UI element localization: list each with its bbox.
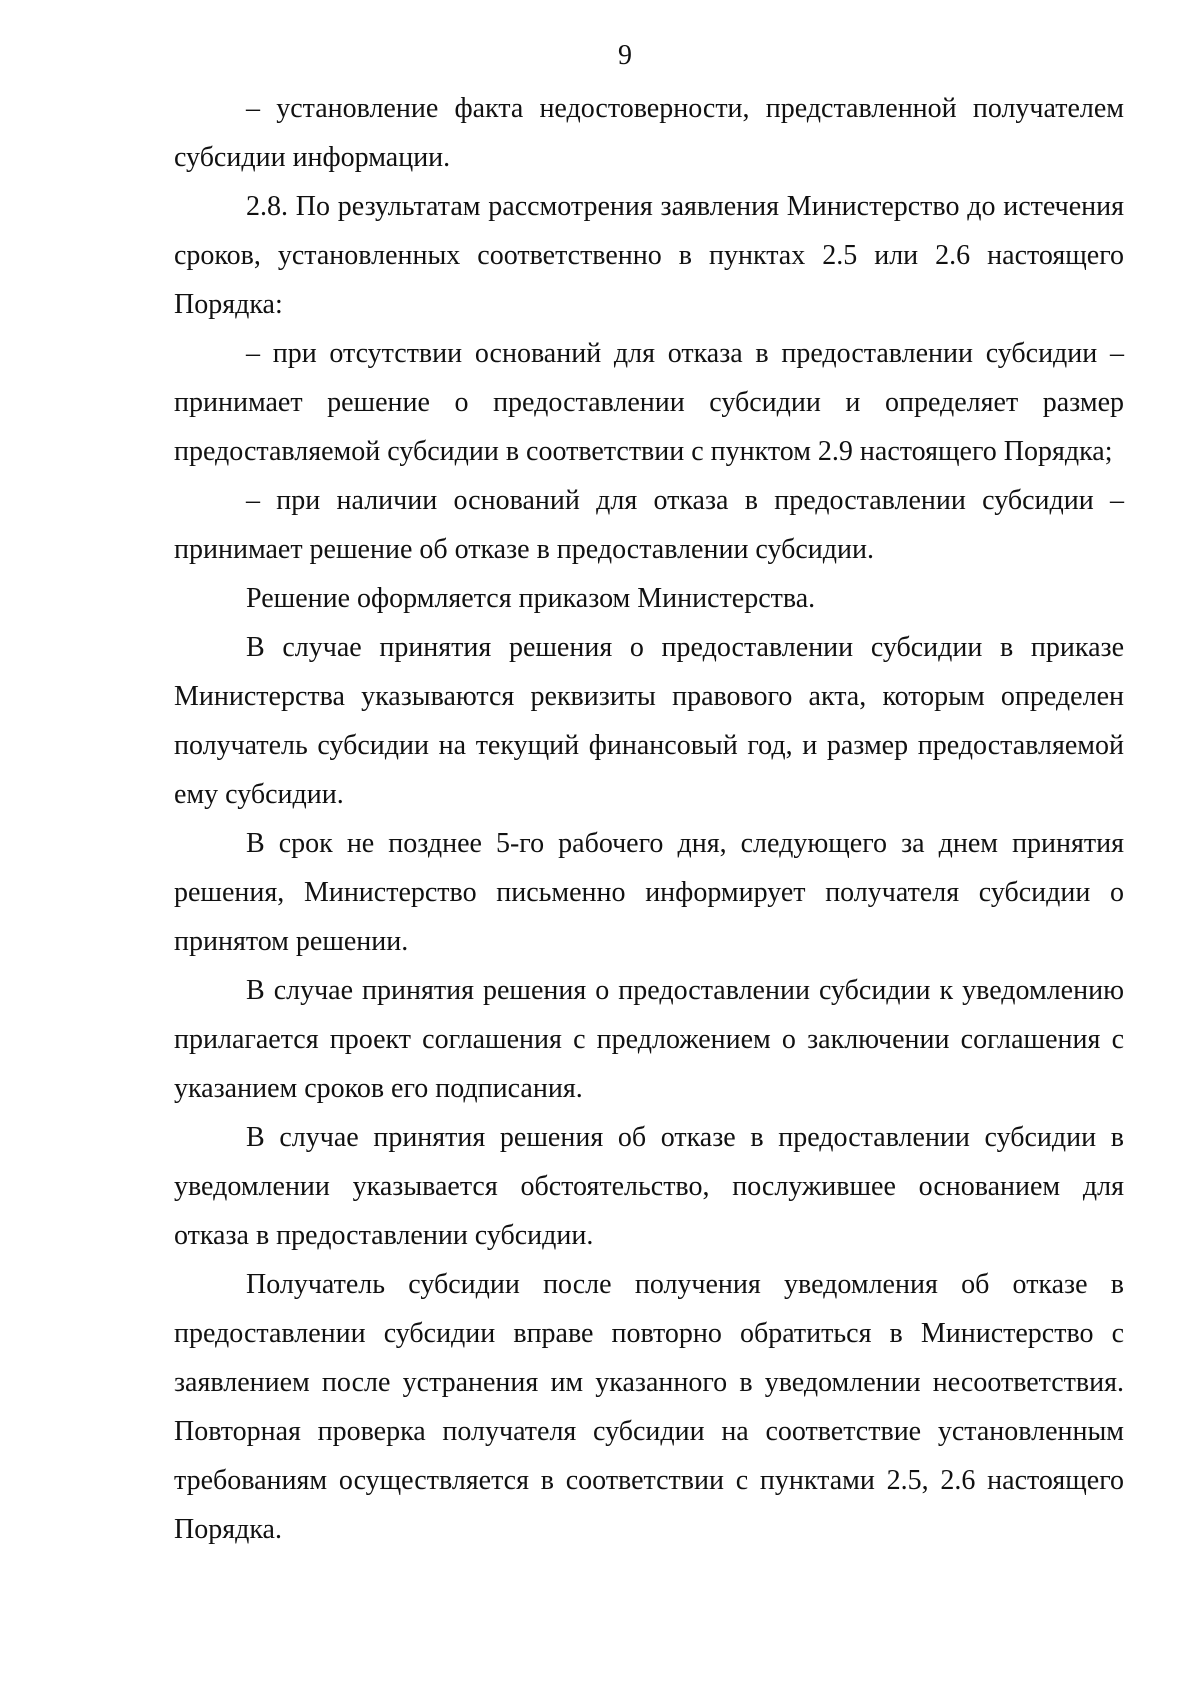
paragraph-agreement-draft: В случае принятия решения о предоставлении субсидии к уведомлению прилагается проект соглашения с предложением о заключении соглашения с указанием сроков его подписания. xyxy=(174,975,1124,1104)
paragraph-grounds-refusal: – при наличии оснований для отказа в предоставлении субсидии – принимает решение об отказе в предоставлении субсидии. xyxy=(174,485,1124,565)
paragraph-reapplication: Получатель субсидии после получения уведомления об отказе в предоставлении субсидии вправе повторно обратиться в Министерство с заявлением после устранения им указанного в уведомлении несоответствия. Повторная проверка получателя субсидии на соответствие установленным требованиям осуществляется в соответствии с пунктами 2.5, 2.6 настоящего Порядка. xyxy=(174,1269,1124,1545)
paragraph-unreliable-info: – установление факта недостоверности, представленной получателем субсидии информации. xyxy=(174,93,1124,173)
document-body xyxy=(174,84,1124,1554)
paragraph-notification-deadline: В срок не позднее 5-го рабочего дня, следующего за днем принятия решения, Министерство письменно информирует получателя субсидии о принятом решении. xyxy=(174,828,1124,957)
paragraph-order-details: В случае принятия решения о предоставлении субсидии в приказе Министерства указываются реквизиты правового акта, которым определен получатель субсидии на текущий финансовый год, и размер предоставляемой ему субсидии. xyxy=(174,632,1124,810)
paragraph-refusal-notice: В случае принятия решения об отказе в предоставлении субсидии в уведомлении указывается обстоятельство, послужившее основанием для отказа в предоставлении субсидии. xyxy=(174,1122,1124,1251)
paragraph-no-grounds: – при отсутствии оснований для отказа в предоставлении субсидии – принимает решение о предоставлении субсидии и определяет размер предоставляемой субсидии в соответствии с пунктом 2.9 настоящего Порядка; xyxy=(174,338,1124,467)
paragraph-order: Решение оформляется приказом Министерства. xyxy=(246,583,816,614)
page-number: 9 xyxy=(618,40,632,71)
paragraph-2-8: 2.8. По результатам рассмотрения заявления Министерство до истечения сроков, установленных соответственно в пунктах 2.5 или 2.6 настоящего Порядка: xyxy=(174,191,1124,320)
